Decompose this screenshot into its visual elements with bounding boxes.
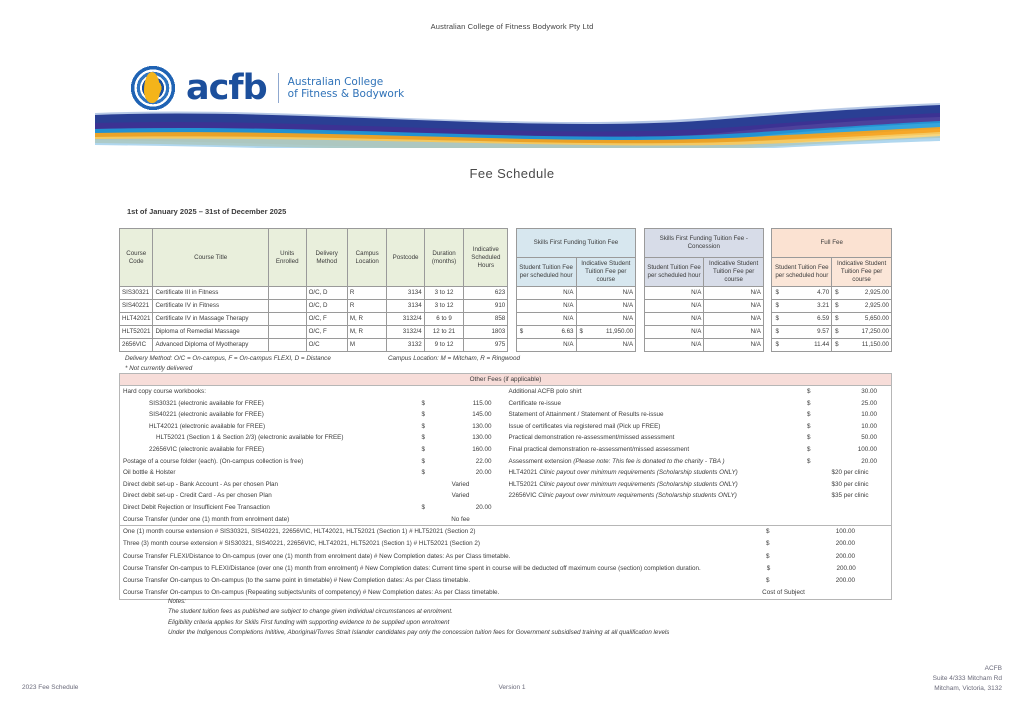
acfb-wordmark: acfb <box>186 67 267 108</box>
cell-units-enrolled <box>268 300 306 313</box>
other-fee-amount: $ 20.00 <box>421 503 492 511</box>
fee-cell: N/A <box>644 313 704 326</box>
other-fee-label: Certificate re-issue <box>508 399 561 407</box>
other-fee-row <box>506 444 892 456</box>
other-fee-row <box>120 409 506 421</box>
notes-block <box>168 597 669 639</box>
fee-cell: $ 11,150.00 <box>832 339 892 352</box>
fee-cell: $ 9.57 <box>772 326 832 339</box>
cell-campus-location: R <box>347 287 387 300</box>
other-fee-row <box>120 398 506 410</box>
other-fee-row <box>120 490 506 502</box>
cell-course-code: SIS40221 <box>120 300 153 313</box>
cell-course-title: Certificate IV in Fitness <box>153 300 268 313</box>
fee-cell: N/A <box>704 313 764 326</box>
logo-tagline-line2: of Fitness & Bodywork <box>287 88 405 100</box>
other-fee-row <box>506 479 892 491</box>
other-fee-label: SIS40221 (electronic available for FREE) <box>149 411 264 419</box>
col-sfc-hour: Student Tuition Fee per scheduled hour <box>644 258 704 287</box>
other-fee-amount: $ 25.00 <box>807 399 877 407</box>
fee-cell: $ 3.21 <box>772 300 832 313</box>
fee-cell: N/A <box>704 326 764 339</box>
other-fee-row <box>506 398 892 410</box>
cell-course-code: 2656VIC <box>120 339 153 352</box>
cell-duration: 3 to 12 <box>424 300 464 313</box>
table-row <box>120 313 892 326</box>
group-full-fee: Full Fee <box>772 229 892 258</box>
table-row <box>120 326 892 339</box>
other-fee-label: Assessment extension (Please note: This fee is donated to the charity - TBA ) <box>508 457 725 465</box>
footer-org: ACFB <box>984 665 1002 672</box>
legend-not-delivered: * Not currently delivered <box>125 365 193 372</box>
other-fees-heading: Other Fees (if applicable) <box>119 373 892 386</box>
other-fee-amount: $ 160.00 <box>421 445 492 453</box>
col-course-title: Course Title <box>153 229 268 287</box>
other-fee-label: 22656VIC Clinic payout over minimum requirements (Scholarship students ONLY) <box>508 492 737 500</box>
other-fee-label: Additional ACFB polo shirt <box>508 388 582 395</box>
cell-postcode: 3132/4 <box>387 313 424 326</box>
fee-cell: N/A <box>644 339 704 352</box>
other-fee-label: 22656VIC (electronic available for FREE) <box>149 445 265 453</box>
cell-postcode: 3132/4 <box>387 326 424 339</box>
other-fee-amount: Varied <box>451 492 470 500</box>
other-fee-label: Direct debit set-up - Credit Card - As per chosen Plan <box>123 492 272 500</box>
other-fee-row <box>506 386 892 398</box>
other-fee-row <box>120 514 506 526</box>
other-fee-label: Oil bottle & Holster <box>123 469 176 477</box>
other-fee-row <box>506 409 892 421</box>
col-ff-course: Indicative Student Tuition Fee per course <box>832 258 892 287</box>
other-fee-amount: $ 30.00 <box>807 388 877 395</box>
cell-duration: 12 to 21 <box>424 326 464 339</box>
footer-right <box>933 664 1002 694</box>
fee-cell: $ 6.59 <box>772 313 832 326</box>
fee-table-head <box>120 229 892 287</box>
cell-units-enrolled <box>268 339 306 352</box>
other-fee-label: One (1) month course extension # SIS30321, SIS40221, 22656VIC, HLT42021, HLT52021 (Section 1) # HLT52021 (Section 2) <box>123 528 476 536</box>
col-indicative-hours: Indicative Scheduled Hours <box>464 229 508 287</box>
other-fee-row <box>506 467 892 479</box>
fee-cell: $ 5,650.00 <box>832 313 892 326</box>
fee-cell: $ 17,250.00 <box>832 326 892 339</box>
cell-postcode: 3132 <box>387 339 424 352</box>
other-fee-label: Direct Debit Rejection or Insufficient Fee Transaction <box>123 503 270 511</box>
other-fee-amount: $ 100.00 <box>807 445 877 453</box>
other-fee-label: Practical demonstration re-assessment/missed assessment <box>508 434 675 442</box>
other-fee-amount: $ 20.00 <box>807 457 877 465</box>
other-fee-amount: Varied <box>451 480 470 488</box>
col-duration: Duration (months) <box>424 229 464 287</box>
fee-cell: $ 11.44 <box>772 339 832 352</box>
fee-cell: N/A <box>644 300 704 313</box>
fee-cell: $ 4.70 <box>772 287 832 300</box>
other-fee-amount: $20 per clinic <box>831 469 869 477</box>
other-fee-label: Hard copy course workbooks: <box>123 388 206 395</box>
other-fee-amount: $ 50.00 <box>807 434 877 442</box>
other-fee-amount: $35 per clinic <box>831 492 869 500</box>
cell-units-enrolled <box>268 313 306 326</box>
other-fee-label: Course Transfer FLEXI/Distance to On-campus (over one (1) month from enrolment date) # New Completion dates: As per Class timetable. <box>123 552 511 560</box>
other-fee-row <box>120 386 506 398</box>
other-fee-amount: $ 145.00 <box>421 411 492 419</box>
brand-banner <box>0 55 1024 150</box>
fee-cell: N/A <box>516 313 576 326</box>
footer-left: 2023 Fee Schedule <box>22 684 79 691</box>
cell-duration: 3 to 12 <box>424 287 464 300</box>
other-fee-label: Course Transfer (under one (1) month from enrolment date) <box>123 515 290 523</box>
page-title: Fee Schedule <box>469 166 555 181</box>
cell-course-title: Diploma of Remedial Massage <box>153 326 268 339</box>
other-fee-label: SIS30321 (electronic available for FREE) <box>149 399 264 407</box>
fee-table <box>119 228 892 352</box>
cell-course-title: Advanced Diploma of Myotherapy <box>153 339 268 352</box>
other-fee-wide-row <box>120 538 891 550</box>
cell-delivery-method: O/C, F <box>306 313 347 326</box>
other-fee-wide-row <box>120 563 891 575</box>
legend-delivery-method: Delivery Method: O/C = On-campus, F = On-campus FLEXI, D = Distance <box>125 355 331 362</box>
cell-course-code: HLT52021 <box>120 326 153 339</box>
col-ff-hour: Student Tuition Fee per scheduled hour <box>772 258 832 287</box>
col-postcode: Postcode <box>387 229 424 287</box>
col-units-enrolled: Units Enrolled <box>268 229 306 287</box>
col-delivery-method: Delivery Method <box>306 229 347 287</box>
cell-campus-location: M, R <box>347 313 387 326</box>
note-line: The student tuition fees as published are subject to change given individual circumstances at enrolment. <box>168 608 453 616</box>
other-fee-label: Final practical demonstration re-assessment/missed assessment <box>508 445 690 453</box>
group-skills-first: Skills First Funding Tuition Fee <box>516 229 635 258</box>
other-fee-amount: $ 130.00 <box>421 422 492 430</box>
col-sf-course: Indicative Student Tuition Fee per course <box>576 258 636 287</box>
footer-center: Version 1 <box>498 684 526 691</box>
other-fee-amount: No fee <box>451 515 470 523</box>
col-sf-hour: Student Tuition Fee per scheduled hour <box>516 258 576 287</box>
cell-hours: 1803 <box>464 326 508 339</box>
other-fees-wide-rows <box>119 526 892 600</box>
cell-course-code: HLT42021 <box>120 313 153 326</box>
cell-campus-location: M, R <box>347 326 387 339</box>
cell-delivery-method: O/C, F <box>306 326 347 339</box>
other-fee-label: Course Transfer On-campus to On-campus (to the same point in timetable) # New Completion dates: As per Class timetable. <box>123 576 471 584</box>
logo-tagline-line1: Australian College <box>287 76 384 88</box>
other-fee-amount: $ 130.00 <box>421 434 492 442</box>
other-fee-amount: $ 20.00 <box>421 469 492 477</box>
cell-course-code: SIS30321 <box>120 287 153 300</box>
other-fees-left-column <box>120 386 506 525</box>
other-fee-row <box>120 479 506 491</box>
other-fee-wide-row <box>120 551 891 563</box>
other-fee-row <box>120 444 506 456</box>
other-fee-amount: $ 200.00 <box>766 552 855 560</box>
other-fee-amount: $ 200.00 <box>766 576 855 584</box>
other-fee-label: Three (3) month course extension # SIS30321, SIS40221, 22656VIC, HLT42021, HLT52021 (Section 1) # HLT52021 (Section 2) <box>123 540 481 548</box>
fee-table-group-header-row <box>120 229 892 258</box>
other-fee-label: HLT42021 (electronic available for FREE) <box>149 422 266 430</box>
table-row <box>120 339 892 352</box>
note-line: Eligibility criteria applies for Skills First funding with supporting evidence to be supplied upon enrolment <box>168 618 450 626</box>
other-fee-row <box>120 456 506 468</box>
cell-units-enrolled <box>268 287 306 300</box>
cell-hours: 623 <box>464 287 508 300</box>
cell-delivery-method: O/C, D <box>306 300 347 313</box>
cell-units-enrolled <box>268 326 306 339</box>
fee-cell: N/A <box>576 313 636 326</box>
cell-delivery-method: O/C <box>306 339 347 352</box>
col-course-code: Course Code <box>120 229 153 287</box>
cell-postcode: 3134 <box>387 300 424 313</box>
fee-cell: N/A <box>644 287 704 300</box>
fee-cell: N/A <box>704 339 764 352</box>
cell-campus-location: M <box>347 339 387 352</box>
col-sfc-course: Indicative Student Tuition Fee per course <box>704 258 764 287</box>
fee-cell: N/A <box>576 287 636 300</box>
fee-cell: $ 6.63 <box>516 326 576 339</box>
cell-campus-location: R <box>347 300 387 313</box>
table-row <box>120 300 892 313</box>
other-fee-label: HLT52021 Clinic payout over minimum requirements (Scholarship students ONLY) <box>508 480 738 488</box>
running-header: Australian College of Fitness Bodywork Pty Ltd <box>430 22 594 31</box>
other-fee-label: Direct debit set-up - Bank Account - As per chosen Plan <box>123 480 279 488</box>
fee-period: 1st of January 2025 – 31st of December 2025 <box>127 207 287 216</box>
fee-cell: N/A <box>576 339 636 352</box>
fee-cell: N/A <box>704 300 764 313</box>
other-fee-label: Course Transfer On-campus to On-campus (Repeating subjects/units of competency) # New Completion dates: As per Class timetable. <box>123 589 500 597</box>
logo-tagline <box>288 76 405 100</box>
other-fee-amount: $ 100.00 <box>766 528 855 536</box>
other-fee-amount: $ 10.00 <box>807 411 877 419</box>
other-fee-amount: Cost of Subject <box>762 589 805 597</box>
other-fee-row <box>120 421 506 433</box>
other-fees-columns <box>119 386 892 526</box>
other-fee-label: Postage of a course folder (each). (On-campus collection is free) <box>123 457 304 465</box>
fee-table-body <box>120 287 892 352</box>
other-fee-label: HLT42021 Clinic payout over minimum requirements (Scholarship students ONLY) <box>508 469 738 477</box>
footer-address-line2: Mitcham, Victoria, 3132 <box>934 685 1002 692</box>
other-fee-row <box>120 502 506 514</box>
other-fee-label: Course Transfer On-campus to FLEXI/Distance (over one (1) month from enrolment) # New Completion dates: Current time spent in course will be deducted off maximum course (section) completion duration. <box>123 564 701 572</box>
other-fee-amount: $ 115.00 <box>421 399 492 407</box>
other-fee-amount: $ 22.00 <box>421 457 492 465</box>
cell-hours: 858 <box>464 313 508 326</box>
fee-cell: N/A <box>576 300 636 313</box>
other-fees-right-column <box>506 386 892 525</box>
col-campus-location: Campus Location <box>347 229 387 287</box>
fee-cell: N/A <box>516 339 576 352</box>
other-fee-row <box>120 467 506 479</box>
other-fee-label: Statement of Attainment / Statement of Results re-issue <box>508 411 664 419</box>
cell-duration: 6 to 9 <box>424 313 464 326</box>
legend-campus-location: Campus Location: M = Mitcham, R = Ringwood <box>388 355 520 362</box>
other-fee-row <box>506 432 892 444</box>
fee-cell: $ 2,925.00 <box>832 300 892 313</box>
other-fee-wide-row <box>120 526 891 538</box>
fee-cell: N/A <box>644 326 704 339</box>
cell-hours: 910 <box>464 300 508 313</box>
other-fee-row <box>506 490 892 502</box>
fee-cell: N/A <box>704 287 764 300</box>
other-fee-row <box>506 456 892 468</box>
wave-graphic-icon <box>95 103 940 148</box>
footer-address-line1: Suite 4/333 Mitcham Rd <box>932 675 1002 682</box>
logo-divider <box>278 73 279 103</box>
other-fee-wide-row <box>120 575 891 587</box>
other-fee-label: HLT52021 (Section 1 & Section 2/3) (electronic available for FREE) <box>156 434 344 442</box>
other-fee-row <box>506 421 892 433</box>
notes-heading: Notes: <box>168 598 186 605</box>
fee-cell: $ 11,950.00 <box>576 326 636 339</box>
cell-postcode: 3134 <box>387 287 424 300</box>
other-fee-amount: $ 200.00 <box>766 540 855 548</box>
cell-course-title: Certificate IV in Massage Therapy <box>153 313 268 326</box>
cell-hours: 975 <box>464 339 508 352</box>
other-fees-section <box>119 373 892 600</box>
cell-course-title: Certificate III in Fitness <box>153 287 268 300</box>
note-line: Under the Indigenous Completions Inititive, Aboriginal/Torres Strait Islander candidates pay only the concession tuition fees for Government subsidised training at all qualification levels <box>168 629 670 637</box>
other-fee-amount: $30 per clinic <box>831 480 869 488</box>
other-fee-amount: $ 10.00 <box>807 422 877 430</box>
cell-duration: 9 to 12 <box>424 339 464 352</box>
fee-cell: N/A <box>516 287 576 300</box>
group-skills-first-concession: Skills First Funding Tuition Fee - Concession <box>644 229 763 258</box>
other-fee-row <box>120 432 506 444</box>
fee-cell: N/A <box>516 300 576 313</box>
other-fee-amount: $ 200.00 <box>766 564 856 572</box>
table-row <box>120 287 892 300</box>
fee-cell: $ 2,925.00 <box>832 287 892 300</box>
other-fee-label: Issue of certificates via registered mail (Pick up FREE) <box>508 422 661 430</box>
cell-delivery-method: O/C, D <box>306 287 347 300</box>
